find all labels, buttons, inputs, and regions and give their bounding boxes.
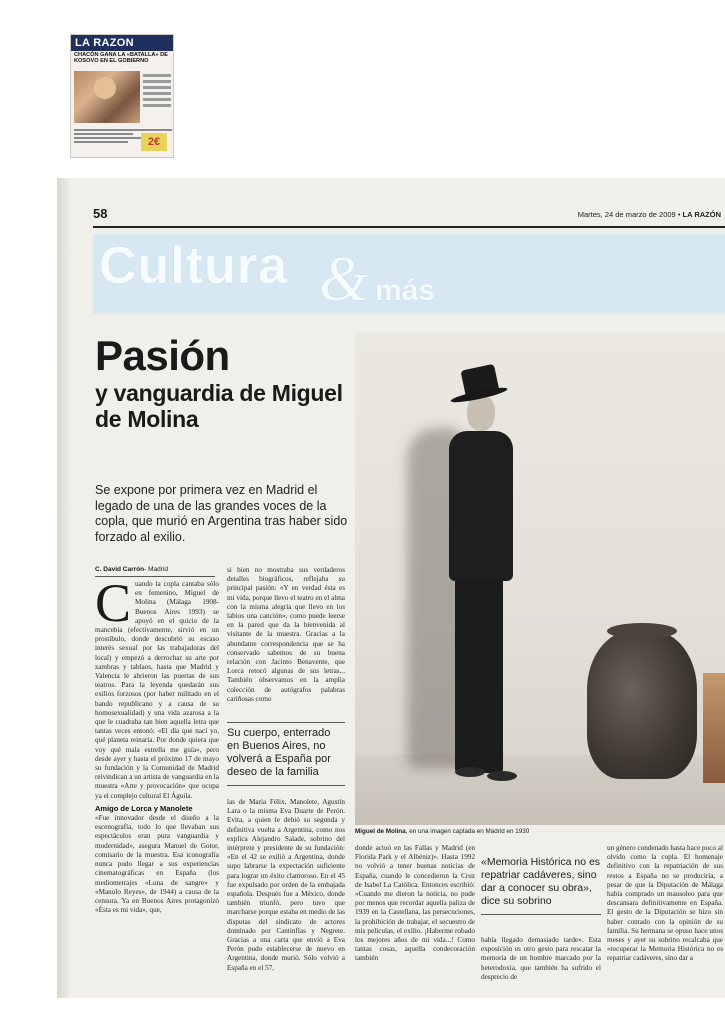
section-more: más xyxy=(375,274,436,307)
front-page-thumbnail xyxy=(70,34,174,158)
thumbnail-photo xyxy=(74,71,140,123)
photo-caption: Miguel de Molina, en una imagen captada en Madrid en 1930 xyxy=(355,828,530,835)
section-ampersand: & xyxy=(319,243,369,314)
thumbnail-price-badge: 2€ xyxy=(141,133,167,151)
page-date: Martes, 24 de marzo de 2009 • LA RAZÓN xyxy=(577,210,721,219)
thumbnail-headline: CHACÓN GANA LA «BATALLA» DE KOSOVO EN EL GOBIERNO xyxy=(74,52,168,65)
column-1-text: uando la copla cantaba sólo en femenino, Miguel de Molina (Málaga 1908- Buenos Aires 1993) se apoyó en el quicio de la mancebía (efectivamente, sirvió en un prostíbulo, donde descubrió su escaso interés sexual por las trabajadoras del local) y empezó a derrochar su arte por zambras y tablaos, hasta que Madrid y Valencia le abrieron las puertas de sus teatros. Para la leyenda quedarán sus exilios forzosos (por haber militado en el bando republicano y a causa de su homosexualidad) y una vida azarosa a la que le cuadraba tan bien aquella letra que tantas veces entonó: «El día que nací yo, qué planeta reinaría. Por donde quiera que voy qué mala estrella me guía», pero desde ayer y hasta el próximo 17 de mayo su fundación y la Comunidad de Madrid reivindican a un artista de vanguardia en la muestra «Arte y provocación» que ocupa ya el complejo cultural El Águila. xyxy=(95,580,219,800)
thumbnail-masthead: LA RAZON xyxy=(71,35,173,51)
article-deck: Se expone por primera vez en Madrid el legado de una de las grandes voces de la copla, que murió en Argentina tras haber sido forzado al exilio. xyxy=(95,483,348,544)
section-banner xyxy=(93,234,725,314)
column-4-text: había llegado demasiado tarde». Esta exposición es otro gesto para rescatar la memoria de un hombre marcado por la heterodoxia, que también ha sufrido el desprecio de xyxy=(481,936,601,981)
article-column-2 xyxy=(227,566,345,718)
side-painting xyxy=(703,673,725,783)
figure-body xyxy=(449,431,513,581)
article-headline xyxy=(95,334,365,432)
subhead-lorca: Amigo de Lorca y Manolete xyxy=(95,803,193,813)
headline-main: Pasión xyxy=(95,332,230,379)
article-column-5 xyxy=(607,844,723,998)
pull-subhead: Su cuerpo, enterrado en Buenos Aires, no volverá a España por deseo de la familia xyxy=(227,722,345,786)
header-rule xyxy=(93,226,725,228)
column-1b-text: «Fue innovador desde el diseño a la escenografía, todo lo que llevaban sus espectáculos eran pura vanguardia y modernidad», asegura Manuel de Gotor, comisario de la muestra. Esa iconografía nunca pudo llegar a sus experiencias cinematográficas en España (los mediometrajes «Luna de sangre» y «Manolo Reyes», de 1944) a causa de la censura. Ya en Buenos Aires protagonizó «Ésta es mi vida», que, xyxy=(95,814,219,915)
pull-quote: «Memoria Histórica no es repatriar cadáveres, sino dar a conocer su obra», dice su sobrino xyxy=(481,856,601,915)
article-byline: C. David Carrón- Madrid xyxy=(95,566,215,577)
article-column-2b xyxy=(227,798,345,998)
page-fold-shadow xyxy=(57,178,71,998)
article-photo xyxy=(355,333,725,825)
column-3-text: donde actuó en las Fallas y Madrid (en Florida Park y el Albéniz)». Hasta 1992 no volvió a tener buenas noticias de España, cuando le concedieron la Cruz de Isabel La Católica. Entonces escribió: «Cuando me dieron la noticia, no pude por menos que recordar aquella paliza de 1939 en la Castellana, las persecuciones, la prohibición de trabajar, el secuestro de mis películas, el exilio. ¡Haberme robado los mejores años de mi vida...! Como tantas cosas, aquella condecoración también xyxy=(355,844,475,963)
drop-cap: C xyxy=(95,580,132,633)
page-header xyxy=(93,206,725,224)
thumbnail-sidebar xyxy=(143,71,171,123)
column-2b-text: las de María Félix, Manolete, Agustín Lara o la misma Eva Duarte de Perón. Evita, a quien le debió su segunda y definitiva vuelta a Argentina, como nos explica Alejandro Salade, sobrino del intérprete y presidente de su fundación: «En el 42 se exilió a Argentina, donde supo labrarse la expectación suficiente para lograr un éxito clamoroso. En el 45 fue expulsado por orden de la embajada española. Después fue a México, donde también triunfó, pero tuvo que marcharse porque estaba en medio de las disputas del sindicato de actores dominado por Cantinflas y Negrete. Gracias a una carta que envió a Eva Perón pudo establecerse de nuevo en Argentina, donde murió. Sólo volvió a España en el 57, xyxy=(227,798,345,972)
article-column-1 xyxy=(95,580,219,998)
section-title: Cultura xyxy=(99,237,288,295)
article-column-4 xyxy=(481,936,601,998)
article-column-3 xyxy=(355,844,475,998)
figure-legs xyxy=(455,573,503,773)
figure-shoe-right xyxy=(487,771,517,781)
column-5-text: un género condenado hasta hace poco al olvido como la copla. El homenaje definitivo con la repatriación de sus restos a España no se produciría, a pesar de que la Diputación de Málaga había comprado un mausoleo para que descansara definitivamente en España. El gesto de la Diputación se hizo sin haber contado con la opinión de su familia. Su hermana se opuso hace unos meses y ayer su sobrino recalcaba que «recuperar la Memoria Histórica no es repatriar cadáveres, sino dar a xyxy=(607,844,723,963)
figure-shoe-left xyxy=(455,767,485,777)
vase-rim xyxy=(607,623,677,639)
vase xyxy=(587,631,697,779)
column-2-text: si bien no mostraba sus verdaderos detalles biográficos, reflejaba su principal pasión: «Y en verdad ésta es mi vida, porque llevo el teatro en el alma con la misma alegría que llevo en los labios una canción», como puede leerse en la pared que da la bienvenida al visitante de la muestra. Gracias a la abundante correspondencia que se ha conservado sabemos de su buena relación con Jacinto Benavente, que Lorca retocó algunas de sus letras... También observamos en la amplia colección de autógrafos palabras cariñosas como xyxy=(227,566,345,703)
page-number: 58 xyxy=(93,206,108,221)
headline-sub: y vanguardia de Miguel de Molina xyxy=(95,380,343,432)
newspaper-page xyxy=(57,178,725,998)
